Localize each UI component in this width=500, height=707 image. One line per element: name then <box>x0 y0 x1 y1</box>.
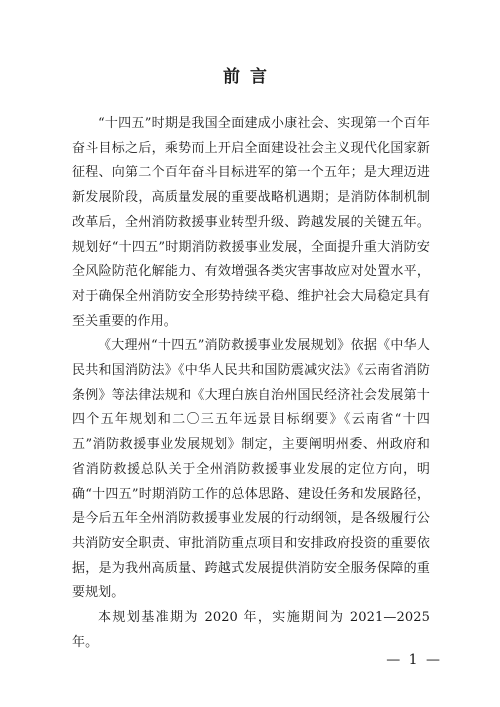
paragraph-period: 本规划基准期为 2020 年，实施期间为 2021—2025 年。 <box>72 610 430 650</box>
paragraph-basis: 《大理州“十四五”消防救援事业发展规划》依据《中华人民共和国消防法》《中华人民共和国防震减灾法》《云南省消防条例》等法律法规和《大理白族自治州国民经济社会发展第十四个五年规划和二〇三五年远景目标纲要》《云南省“十四五”消防救援事业发展规划》制定，主要阐明州委、州政府和省消防救援总队关于全州消防救援事业发展的定位方向，明确“十四五”时期消防工作的总体思路、建设任务和发展路径，是今后五年全州消防救援事业发展的行动纲领，是各级履行公共消防安全职责、审批消防重点项目和安排政府投资的重要依据，是为我州高质量、跨越式发展提供消防安全服务保障的重要规划。 <box>72 338 430 601</box>
page-title: 前言 <box>223 67 277 87</box>
document-body <box>72 112 430 655</box>
paragraph-intro: “十四五”时期是我国全面建成小康社会、实现第一个百年奋斗目标之后，乘势而上开启全面建设社会主义现代化国家新征程、向第二个百年奋斗目标进军的第一个五年；是大理迈进新发展阶段，高质量发展的重要战略机遇期；是消防体制机制改革后，全州消防救援事业转型升级、跨越发展的关键五年。规划好“十四五”时期消防救援事业发展，全面提升重大消防安全风险防范化解能力、有效增强各类灾害事故应对处置水平，对于确保全州消防安全形势持续平稳、维护社会大局稳定具有至关重要的作用。 <box>72 116 430 329</box>
page-number: — 1 — <box>386 652 442 668</box>
